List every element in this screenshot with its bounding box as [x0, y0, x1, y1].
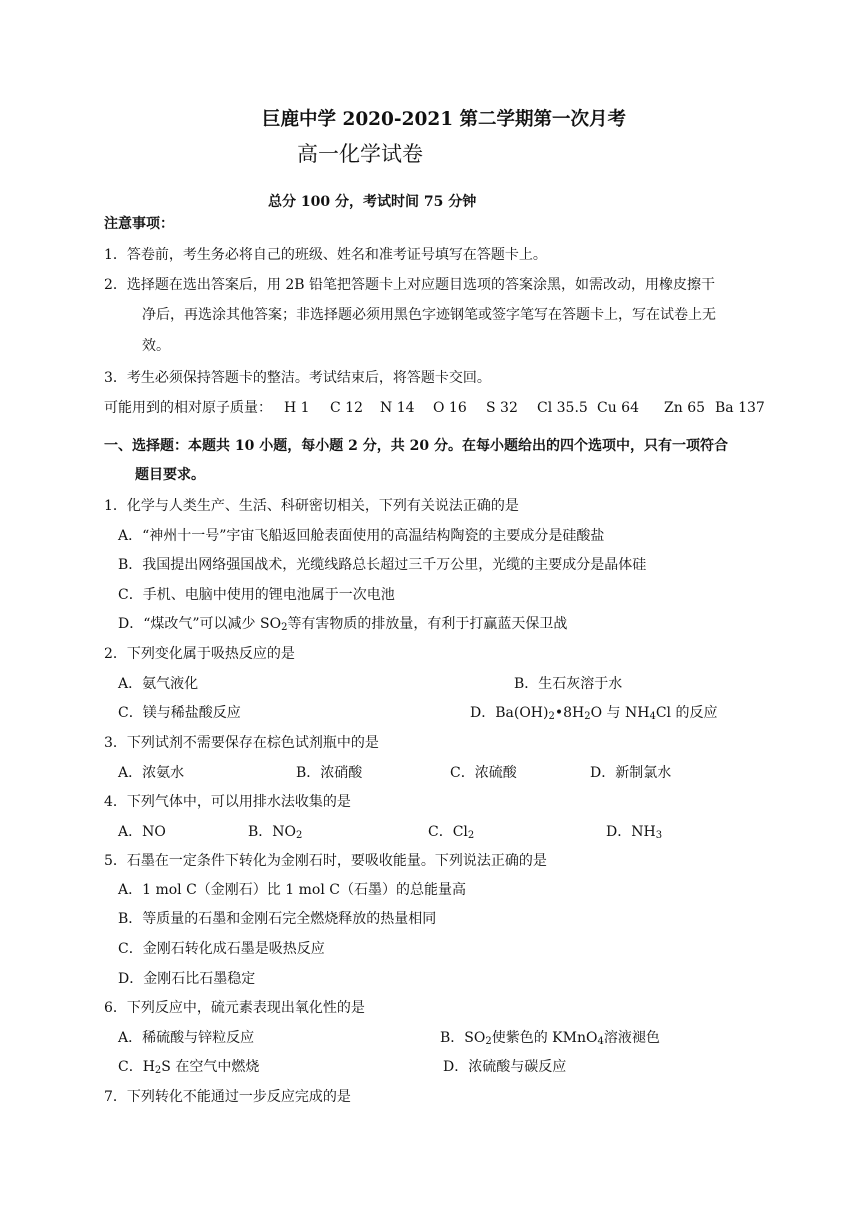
q1-stem: 1．化学与人类生产、生活、科研密切相关，下列有关说法正确的是	[104, 498, 519, 514]
atomic-mass-label: 可能用到的相对原子质量：	[104, 400, 272, 416]
q7-stem: 7．下列转化不能通过一步反应完成的是	[104, 1089, 351, 1105]
q4-option-d: D．$NH_3$	[606, 824, 663, 841]
notice-item-3: 3．考生必须保持答题卡的整洁。考试结束后，将答题卡交回。	[104, 370, 491, 386]
q1-option-a: A．“神州十一号”宇宙飞船返回舱表面使用的高温结构陶瓷的主要成分是硅酸盐	[118, 528, 605, 544]
q4-option-c: C．$Cl_2$	[428, 824, 475, 841]
atomic-mass-n: N 14	[380, 400, 415, 416]
q5-option-d: D．金刚石比石墨稳定	[118, 971, 256, 987]
q6-option-b: B．$SO_2$使紫色的 KMnO$_4$溶液褪色	[440, 1030, 660, 1047]
q2-option-b: B．生石灰溶于水	[514, 676, 623, 692]
atomic-mass-s: S 32	[486, 400, 518, 416]
score-time: 总分 100 分，考试时间 75 分钟	[268, 194, 477, 210]
notice-item-1: 1．答卷前，考生务必将自己的班级、姓名和准考证号填写在答题卡上。	[104, 247, 547, 263]
q4-stem: 4．下列气体中，可以用排水法收集的是	[104, 794, 351, 810]
q2-option-a: A．氨气液化	[118, 676, 199, 692]
q4-option-b: B．$NO_2$	[248, 824, 303, 841]
q6-option-a: A．稀硫酸与锌粒反应	[118, 1030, 255, 1046]
q3-option-c: C．浓硫酸	[450, 765, 517, 781]
exam-title: 巨鹿中学 2020-2021 第二学期第一次月考	[262, 109, 627, 130]
q5-option-c: C．金刚石转化成石墨是吸热反应	[118, 941, 325, 957]
atomic-mass-c: C 12	[330, 400, 363, 416]
q2-stem: 2．下列变化属于吸热反应的是	[104, 646, 295, 662]
notice-item-2-end: 效。	[142, 338, 170, 354]
atomic-mass-o: O 16	[433, 400, 467, 416]
q6-stem: 6．下列反应中，硫元素表现出氧化性的是	[104, 1000, 365, 1016]
q5-stem: 5．石墨在一定条件下转化为金刚石时，要吸收能量。下列说法正确的是	[104, 853, 547, 869]
q5-option-b: B．等质量的石墨和金刚石完全燃烧释放的热量相同	[118, 911, 437, 927]
q3-option-d: D．新制氯水	[590, 765, 672, 781]
atomic-mass-cl: Cl 35.5	[537, 400, 588, 416]
atomic-mass-ba: Ba 137	[715, 400, 765, 416]
q6-option-c: C．$H_2S$ 在空气中燃烧	[118, 1059, 260, 1076]
q5-option-a: A．1 mol C（金刚石）比 1 mol C（石墨）的总能量高	[118, 882, 466, 898]
q3-option-a: A．浓氨水	[118, 765, 185, 781]
q3-option-b: B．浓硝酸	[296, 765, 363, 781]
q1-option-c: C．手机、电脑中使用的锂电池属于一次电池	[118, 587, 395, 603]
q2-option-c: C．镁与稀盐酸反应	[118, 705, 241, 721]
q4-option-a: A．NO	[118, 824, 166, 840]
atomic-mass-zn: Zn 65	[664, 400, 706, 416]
q1-option-b: B．我国提出网络强国战术，光缆线路总长超过三千万公里，光缆的主要成分是晶体硅	[118, 557, 647, 573]
notice-heading: 注意事项：	[104, 216, 174, 232]
notice-item-2: 2．选择题在选出答案后，用 2B 铅笔把答题卡上对应题目选项的答案涂黑，如需改动，用橡皮擦干	[104, 277, 716, 293]
atomic-mass-h: H 1	[284, 400, 310, 416]
q3-stem: 3．下列试剂不需要保存在棕色试剂瓶中的是	[104, 735, 379, 751]
q1-option-d: D．“煤改气”可以减少 $SO_2$等有害物质的排放量，有利于打赢蓝天保卫战	[118, 616, 568, 633]
q6-option-d: D．浓硫酸与碳反应	[443, 1059, 567, 1075]
subject-title: 高一化学试卷	[297, 142, 423, 166]
section-heading-cont: 题目要求。	[135, 467, 205, 483]
q2-option-d: D．$Ba(OH)_2•8H_2O$ 与 $NH_4Cl$ 的反应	[470, 705, 718, 722]
notice-item-2-cont: 净后，再选涂其他答案；非选择题必须用黑色字迹钢笔或签字笔写在答题卡上，写在试卷上无	[142, 307, 716, 323]
section-heading: 一、选择题：本题共 10 小题，每小题 2 分，共 20 分。在每小题给出的四个选项中，只有一项符合	[104, 438, 728, 454]
atomic-mass-cu: Cu 64	[597, 400, 639, 416]
